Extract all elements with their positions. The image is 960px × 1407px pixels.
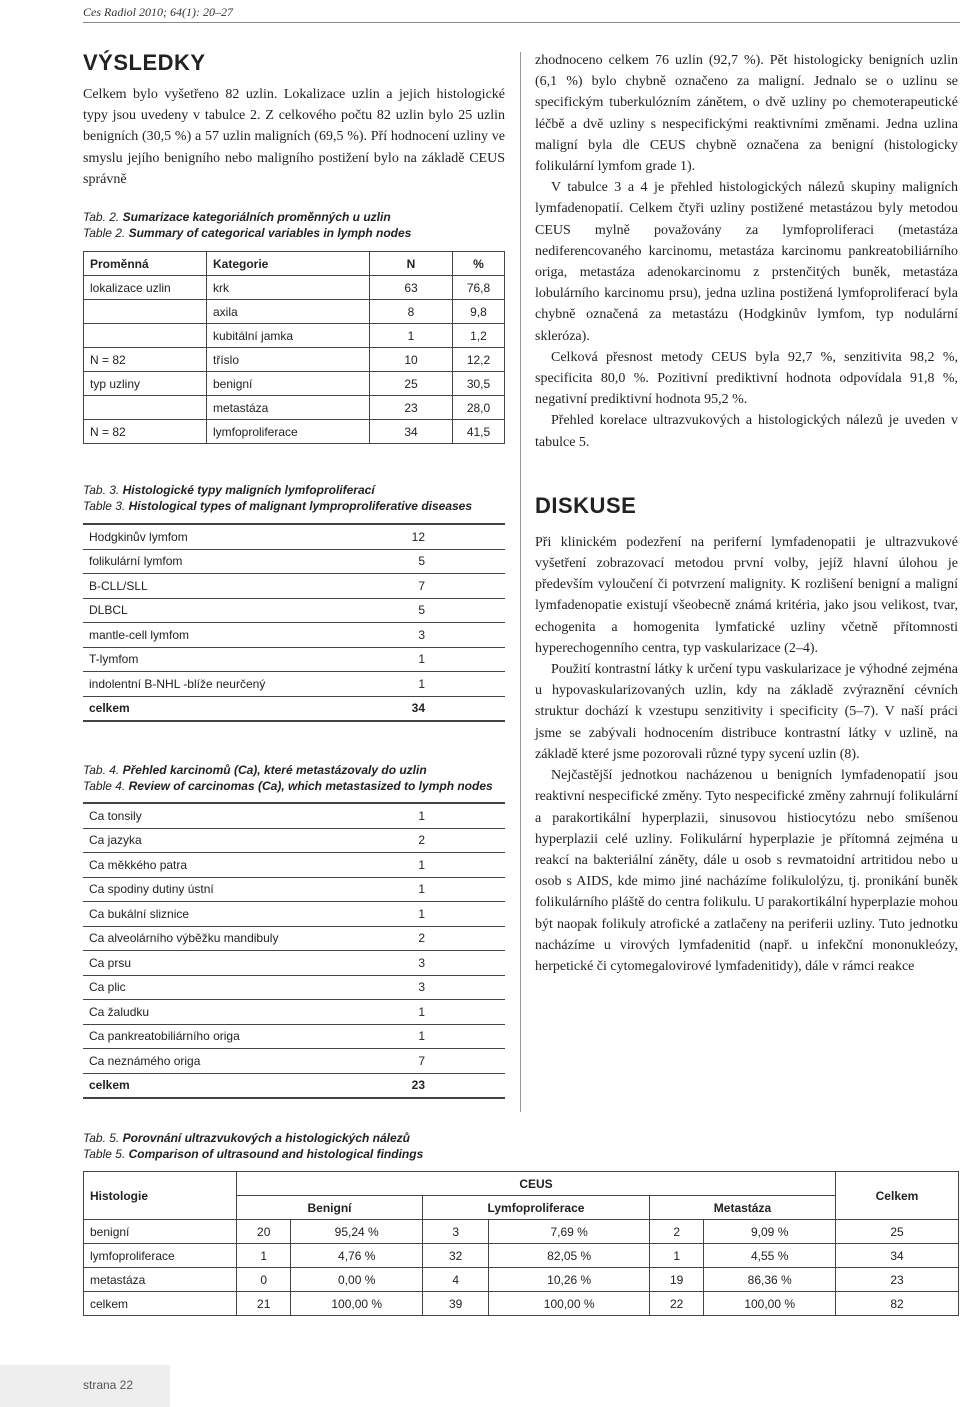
table-row xyxy=(83,975,505,1000)
table5-cell: 21 xyxy=(237,1292,291,1316)
table2-cell xyxy=(84,396,207,420)
table5-cell: 0 xyxy=(237,1268,291,1292)
table-row xyxy=(83,574,505,599)
left-column xyxy=(83,50,505,1099)
table5-cell: 25 xyxy=(836,1220,959,1244)
table4-value: 1 xyxy=(366,877,505,902)
discussion-paragraph-3: Nejčastější jednotkou nacházenou u benigních lymfadenopatií jsou reaktivní nespecifické změny. Tyto nespecifické změny zahrnují folikulární a parakortikální hyperplazii, sinusovou histiocytózu nebo smíšenou hyperplazii celé uzliny. Folikulární hyperplazie je přítomná zejména u reakcí na bakteriální záněty, dále u osob s revmatoidní artritidou nebo u osob s AIDS, kde mimo jiné nacházíme folikulolýzu, tj. pronikání buněk folikulárního pláště do centra folikulu. U parakortikální hyperplazie mohou být naopak folikuly atrofické a zatlačeny na periferii uzliny. Tuto jednotku nacházíme u virových lymfadenitid (např. u infekční mononukleózy, herpetické či cytomegalovirové lymfadenitidy), dále v rámci reakce xyxy=(535,768,958,974)
table2-cell: krk xyxy=(207,276,370,300)
discussion-heading: DISKUSE xyxy=(535,492,637,518)
table5-cell: 100,00 % xyxy=(489,1292,650,1316)
table4-label: Ca alveolárního výběžku mandibuly xyxy=(83,926,366,951)
table-row xyxy=(83,647,505,672)
table5-subheader-metastaza: Metastáza xyxy=(649,1196,835,1220)
table4-value: 2 xyxy=(366,828,505,853)
table5-subheader-benigni: Benigní xyxy=(237,1196,423,1220)
table3-value: 7 xyxy=(359,574,505,599)
table-row xyxy=(84,324,505,348)
table5-cell: 19 xyxy=(649,1268,703,1292)
table3-value: 1 xyxy=(359,672,505,697)
results-paragraph-table5: Přehled korelace ultrazvukových a histologických nálezů je uveden v tabulce 5. xyxy=(535,413,958,450)
table-row xyxy=(83,853,505,878)
table5-cell: 1 xyxy=(237,1244,291,1268)
table5-cell: 9,09 % xyxy=(704,1220,836,1244)
table5-cell: 95,24 % xyxy=(291,1220,423,1244)
table4-value: 3 xyxy=(366,975,505,1000)
table3-caption-en-prefix: Table 3. xyxy=(83,499,129,514)
table3-label: B-CLL/SLL xyxy=(83,574,359,599)
table5-cell: 34 xyxy=(836,1244,959,1268)
table-row xyxy=(83,1073,505,1098)
table5-cell: 4 xyxy=(422,1268,488,1292)
table2-caption-title: Sumarizace kategoriálních proměnných u uzlin xyxy=(122,210,391,225)
table-row xyxy=(83,803,505,828)
table5-cell: 39 xyxy=(422,1292,488,1316)
table5-cell: 2 xyxy=(649,1220,703,1244)
table5-cell: 32 xyxy=(422,1244,488,1268)
table4-label: celkem xyxy=(83,1073,366,1098)
table4-caption-en-title: Review of carcinomas (Ca), which metastasized to lymph nodes xyxy=(128,779,493,794)
table3-label: folikulární lymfom xyxy=(83,549,359,574)
table3-label: Hodgkinův lymfom xyxy=(83,524,359,549)
table5-cell: metastáza xyxy=(84,1268,237,1292)
table5-cell: celkem xyxy=(84,1292,237,1316)
table3-label: indolentní B-NHL -blíže neurčený xyxy=(83,672,359,697)
table4-caption-en-prefix: Table 4. xyxy=(83,779,129,794)
results-paragraph: Celkem bylo vyšetřeno 82 uzlin. Lokalizace uzlin a jejich histologické typy jsou uvedeny v tabulce 2. Z celkového počtu 82 uzlin bylo 25 uzlin benigních (30,5 %) a 57 uzlin maligních (69,5 %). Pří hodnocení uzliny ve smyslu jejího benigního nebo maligního postižení bylo na základě CEUS správně xyxy=(83,87,505,187)
table4-label: Ca neznámého origa xyxy=(83,1049,366,1074)
table3-caption xyxy=(83,482,505,514)
table2-cell: 12,2 xyxy=(453,348,505,372)
table2-cell: 30,5 xyxy=(453,372,505,396)
table2-cell: 63 xyxy=(370,276,453,300)
table5-caption-prefix: Tab. 5. xyxy=(83,1131,123,1145)
table-row xyxy=(84,276,505,300)
table5-cell: 100,00 % xyxy=(704,1292,836,1316)
table2-column-header: N xyxy=(370,252,453,276)
results-paragraph-accuracy: Celková přesnost metody CEUS byla 92,7 %, senzitivita 98,2 %, specificita 80,0 %. Pozitivní prediktivní hodnota odpovídala 91,8 %, negativní prediktivní hodnota 95,2 %. xyxy=(535,349,958,408)
table4-value: 1 xyxy=(366,1024,505,1049)
table-row xyxy=(84,1292,959,1316)
table5-caption-en-prefix: Table 5. xyxy=(83,1147,129,1161)
table2-cell: 8 xyxy=(370,300,453,324)
table3-caption-prefix: Tab. 3. xyxy=(83,483,123,498)
results-continued-paragraph: zhodnoceno celkem 76 uzlin (92,7 %). Pět histologicky benigních uzlin (6,1 %) bylo chybně označeno za maligní. Jednalo se o uzlinu se specifickým tuberkulózním zánětem, o dvě uzliny po chemoterapeutické léčbě a dvě uzliny s nespecifickými reaktivními změnami. Jedna uzlina maligní byla dle CEUS chybně označena za benigní (histologicky folikulární lymfom grade 1). xyxy=(535,53,958,175)
results-paragraph-tables: V tabulce 3 a 4 je přehled histologických nálezů skupiny maligních lymfadenopatií. Celkem čtyři uzliny postižené metastázou byly metodou CEUS mylně považovány za lymfoproliferaci (metastáza nediferencovaného karcinomu, metastáza karcinomu pankreatobiliárního origa, metastáza adenokarcinomu z prstenčitých buněk, metastáza lobulárního karcinomu prsu), jedna uzlina postižená lymfoproliferací byla chybně označená za metastázu (Hodgkinův lymfom, typ nodulární skleróza). xyxy=(535,180,958,344)
table2-cell: kubitální jamka xyxy=(207,324,370,348)
table3-value: 34 xyxy=(359,696,505,721)
table-row xyxy=(84,348,505,372)
table2-cell: typ uzliny xyxy=(84,372,207,396)
table2-cell: 76,8 xyxy=(453,276,505,300)
table5-subheader-lymfoproliferace: Lymfoproliferace xyxy=(422,1196,649,1220)
table3-value: 12 xyxy=(359,524,505,549)
table4-value: 1 xyxy=(366,853,505,878)
table4-label: Ca žaludku xyxy=(83,1000,366,1025)
table4-label: Ca prsu xyxy=(83,951,366,976)
right-column xyxy=(535,50,958,977)
table2-cell: 10 xyxy=(370,348,453,372)
table5-cell: lymfoproliferace xyxy=(84,1244,237,1268)
table2-cell: 23 xyxy=(370,396,453,420)
table2-cell: tříslo xyxy=(207,348,370,372)
table4-label: Ca plic xyxy=(83,975,366,1000)
table5-cell: 7,69 % xyxy=(489,1220,650,1244)
table4-label: Ca měkkého patra xyxy=(83,853,366,878)
table2-cell: 9,8 xyxy=(453,300,505,324)
table-row xyxy=(83,926,505,951)
table-row xyxy=(84,396,505,420)
table3-label: DLBCL xyxy=(83,598,359,623)
table2-column-header: % xyxy=(453,252,505,276)
table4-label: Ca bukální sliznice xyxy=(83,902,366,927)
table4-value: 2 xyxy=(366,926,505,951)
table2-cell: 1 xyxy=(370,324,453,348)
table5-cell: 22 xyxy=(649,1292,703,1316)
discussion-paragraph-2: Použití kontrastní látky k určení typu vaskularizace je výhodné zejména u hypovaskularizovaných uzlin, kdy na základě zvýraznění cévních struktur dochází k vzestupu senzitivity i specificity (5–7). V naší práci jsme se zabývali hodnocením distribuce kontrastní látky v uzlině, na základě které jsme pozorovali různé typy sycení uzlin (8). xyxy=(535,662,958,762)
table2-cell: benigní xyxy=(207,372,370,396)
table-row xyxy=(83,598,505,623)
table-row xyxy=(84,420,505,444)
table-row xyxy=(84,1220,959,1244)
table5 xyxy=(83,1171,959,1316)
table4-caption-prefix: Tab. 4. xyxy=(83,763,123,778)
table5-header-ceus: CEUS xyxy=(237,1172,836,1196)
table-row xyxy=(83,696,505,721)
table2-column-header: Kategorie xyxy=(207,252,370,276)
table-row xyxy=(83,1024,505,1049)
column-divider xyxy=(520,52,521,1112)
table2-cell: N = 82 xyxy=(84,348,207,372)
table2-cell: axila xyxy=(207,300,370,324)
table5-caption-en-title: Comparison of ultrasound and histological findings xyxy=(128,1147,424,1161)
table2 xyxy=(83,251,505,444)
table-row xyxy=(83,828,505,853)
table3-value: 5 xyxy=(359,598,505,623)
table2-cell: 1,2 xyxy=(453,324,505,348)
table5-cell: 20 xyxy=(237,1220,291,1244)
discussion-paragraph-1: Při klinickém podezření na periferní lymfadenopatii je ultrazvukové vyšetření zobrazovací metodou první volby, jejíž hlavní úlohou je především vyloučení či potvrzení malignity. K rozlišení benigní a maligní lymfadenopatie existují všeobecně známá kritéria, jako jsou velikost, tvar, echogenita a homogenita lymfatické uzliny včetně přítomnosti hyperechogenního centra, typ vaskularizace (2–4). xyxy=(535,534,958,656)
table4 xyxy=(83,802,505,1099)
table4-label: Ca pankreatobiliárního origa xyxy=(83,1024,366,1049)
table-row xyxy=(83,902,505,927)
table2-cell: 28,0 xyxy=(453,396,505,420)
table3-value: 1 xyxy=(359,647,505,672)
table5-cell: 10,26 % xyxy=(489,1268,650,1292)
table3-value: 5 xyxy=(359,549,505,574)
running-head: Ces Radiol 2010; 64(1): 20–27 xyxy=(83,5,233,19)
table-row xyxy=(83,549,505,574)
table-row xyxy=(83,623,505,648)
table4-value: 7 xyxy=(366,1049,505,1074)
table2-cell: lymfoproliferace xyxy=(207,420,370,444)
table-row xyxy=(83,951,505,976)
table4-caption-title: Přehled karcinomů (Ca), které metastázovaly do uzlin xyxy=(122,763,427,778)
table-header-row xyxy=(84,252,505,276)
table4-value: 1 xyxy=(366,1000,505,1025)
table-row xyxy=(84,372,505,396)
table2-caption-en-prefix: Table 2. xyxy=(83,226,129,241)
table3-value: 3 xyxy=(359,623,505,648)
table4-value: 1 xyxy=(366,803,505,828)
table5-cell: 82,05 % xyxy=(489,1244,650,1268)
table5-header-celkem: Celkem xyxy=(836,1172,959,1220)
table5-cell: benigní xyxy=(84,1220,237,1244)
table-row xyxy=(83,877,505,902)
table2-cell: N = 82 xyxy=(84,420,207,444)
page-number: strana 22 xyxy=(83,1378,134,1392)
table4-label: Ca tonsily xyxy=(83,803,366,828)
table-row xyxy=(83,1000,505,1025)
table5-cell: 4,55 % xyxy=(704,1244,836,1268)
table4-label: Ca spodiny dutiny ústní xyxy=(83,877,366,902)
table-row xyxy=(83,672,505,697)
table4-value: 1 xyxy=(366,902,505,927)
table2-cell: 41,5 xyxy=(453,420,505,444)
table3-label: mantle-cell lymfom xyxy=(83,623,359,648)
table-row xyxy=(84,1244,959,1268)
table5-caption-title: Porovnání ultrazvukových a histologických nálezů xyxy=(122,1131,411,1145)
table4-caption xyxy=(83,762,505,794)
table2-caption-en-title: Summary of categorical variables in lymph nodes xyxy=(128,226,412,241)
table-row xyxy=(84,300,505,324)
table-row xyxy=(83,1049,505,1074)
table5-cell: 0,00 % xyxy=(291,1268,423,1292)
table3-caption-en-title: Histological types of malignant lymproproliferative diseases xyxy=(128,499,473,514)
table2-cell xyxy=(84,300,207,324)
table2-column-header: Proměnná xyxy=(84,252,207,276)
table5-cell: 3 xyxy=(422,1220,488,1244)
table4-label: Ca jazyka xyxy=(83,828,366,853)
table3-caption-title: Histologické typy maligních lymfoproliferací xyxy=(122,483,375,498)
table5-cell: 1 xyxy=(649,1244,703,1268)
table2-cell: 34 xyxy=(370,420,453,444)
table3-label: celkem xyxy=(83,696,359,721)
table-row xyxy=(84,1268,959,1292)
results-heading: VÝSLEDKY xyxy=(83,50,206,75)
table5-cell: 82 xyxy=(836,1292,959,1316)
table4-value: 23 xyxy=(366,1073,505,1098)
table-row xyxy=(83,524,505,549)
table5-cell: 4,76 % xyxy=(291,1244,423,1268)
table2-caption-prefix: Tab. 2. xyxy=(83,210,123,225)
table2-cell: lokalizace uzlin xyxy=(84,276,207,300)
table5-header-histologie: Histologie xyxy=(84,1172,237,1220)
table3 xyxy=(83,523,505,722)
table2-cell: 25 xyxy=(370,372,453,396)
table2-cell xyxy=(84,324,207,348)
header-rule xyxy=(83,22,960,23)
table5-block xyxy=(83,1130,959,1316)
table2-caption xyxy=(83,209,505,241)
table2-cell: metastáza xyxy=(207,396,370,420)
table4-value: 3 xyxy=(366,951,505,976)
table3-label: T-lymfom xyxy=(83,647,359,672)
table5-cell: 100,00 % xyxy=(291,1292,423,1316)
table5-cell: 23 xyxy=(836,1268,959,1292)
table5-cell: 86,36 % xyxy=(704,1268,836,1292)
